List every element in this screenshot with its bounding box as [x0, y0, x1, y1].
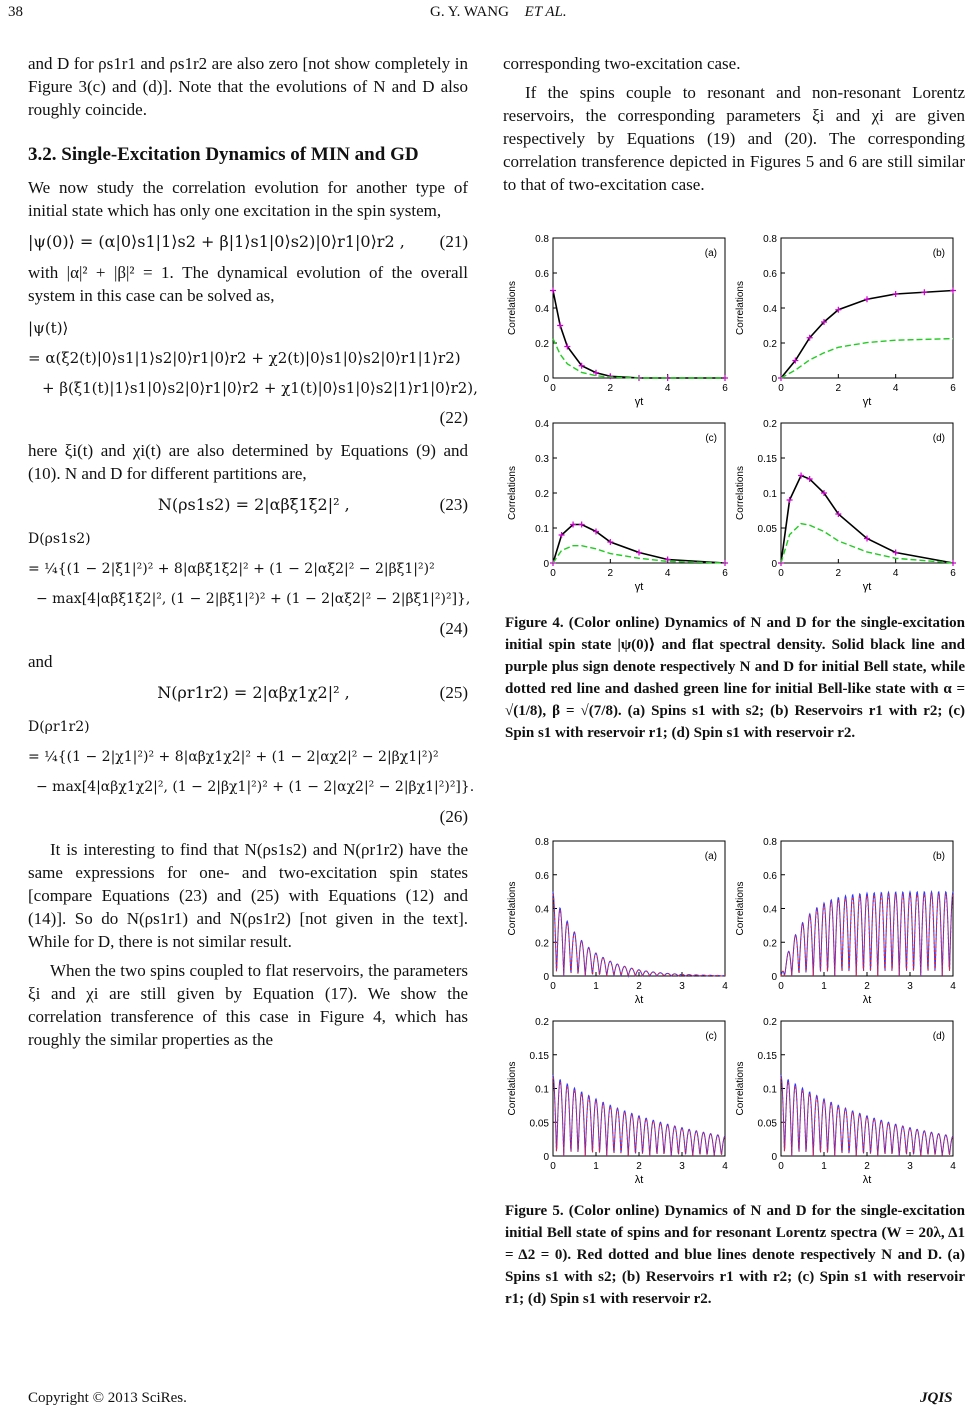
- x-tick-label: 2: [607, 383, 614, 394]
- equation-number: (25): [439, 683, 468, 702]
- equation-line: − max[4|αβξ1ξ2|², (1 − 2|βξ1|²)² + (1 − 2|αξ2|² − 2|βξ1|²)²]},: [36, 591, 471, 607]
- x-tick-label: 2: [835, 568, 842, 579]
- x-tick-label: 2: [636, 1161, 642, 1172]
- plus-marker: [950, 288, 956, 294]
- y-tick-label: 0: [771, 972, 777, 983]
- chart-panel: [735, 419, 956, 593]
- equation-number: (24): [439, 619, 468, 638]
- plot-frame: [553, 238, 725, 378]
- x-tick-label: 6: [950, 383, 956, 394]
- plus-marker: [787, 497, 793, 503]
- equation-number: (21): [439, 232, 468, 251]
- x-tick-label: 2: [835, 383, 842, 394]
- x-tick-label: 1: [821, 1161, 827, 1172]
- x-tick-label: 2: [864, 981, 870, 992]
- panel-label: (c): [705, 433, 717, 444]
- plus-marker: [550, 288, 556, 294]
- left-column: [28, 52, 478, 1057]
- y-tick-label: 0.6: [763, 269, 777, 280]
- paragraph: We now study the correlation evolution for another type of initial state which has only one excitation in the spin system,: [28, 178, 468, 220]
- equation-line: − max[4|αβχ1χ2|², (1 − 2|βχ1|²)² + (1 − 2|αχ2|² − 2|βχ1|²)²]}.: [36, 779, 475, 795]
- plus-marker: [636, 550, 642, 556]
- equation-number: (26): [439, 807, 468, 826]
- y-tick-label: 0.2: [763, 1017, 777, 1028]
- x-tick-label: 2: [864, 1161, 870, 1172]
- y-tick-label: 0: [543, 972, 549, 983]
- x-tick-label: 2: [636, 981, 642, 992]
- chart-panel: [507, 419, 728, 593]
- equation-25: [28, 681, 468, 704]
- y-tick-label: 0.05: [757, 524, 777, 535]
- equation-number: (22): [439, 408, 468, 427]
- x-tick-label: 2: [607, 568, 614, 579]
- y-tick-label: 0.6: [535, 870, 549, 882]
- x-tick-label: 3: [907, 981, 913, 992]
- y-tick-label: 0.1: [763, 1084, 777, 1096]
- x-axis-label: γt: [634, 396, 644, 408]
- y-tick-label: 0: [543, 374, 549, 385]
- plot-frame: [553, 841, 725, 976]
- x-tick-label: 3: [679, 1161, 685, 1172]
- paragraph: here ξi(t) and χi(t) are also determined by Equations (9) and (10). N and D for different partitions are,: [28, 441, 468, 483]
- y-tick-label: 0: [543, 1152, 549, 1163]
- chart-panel: [507, 1017, 728, 1186]
- figure-5-caption: Figure 5. (Color online) Dynamics of N and D for the single-excitation initial Bell state of spins and for resonant Lorentz spectra (W = 20λ, Δ1 = Δ2 = 0). Red dotted and blue lines denote respectively N and D. (a) Spins s1 with s2; (b) Reservoirs r1 with r2; (c) Spin s1 with reservoir r1; (d) Spin s1 with reservoir r2.: [505, 1203, 965, 1307]
- x-tick-label: 0: [550, 383, 556, 394]
- y-tick-label: 0.05: [529, 1118, 549, 1130]
- y-tick-label: 0.6: [535, 269, 549, 280]
- y-axis-label: Correlations: [507, 281, 518, 335]
- equation-21: [28, 230, 468, 253]
- y-tick-label: 0.05: [757, 1118, 777, 1130]
- x-tick-label: 0: [778, 568, 784, 579]
- paragraph: and D for ρs1r1 and ρs1r2 are also zero [not show completely in Figure 3(c) and (d)]. Note that the evolutions of N and D also roughly coincide.: [28, 54, 468, 119]
- x-axis-label: γt: [862, 396, 872, 408]
- x-axis-label: γt: [862, 581, 872, 593]
- x-tick-label: 0: [550, 568, 556, 579]
- x-tick-label: 4: [892, 568, 899, 579]
- x-axis-label: γt: [634, 581, 644, 593]
- page-number: 38: [8, 4, 23, 20]
- x-tick-label: 1: [593, 981, 599, 992]
- plus-marker: [864, 296, 870, 302]
- y-tick-label: 0: [771, 559, 777, 570]
- paragraph: It is interesting to find that N(ρs1s2) and N(ρr1r2) have the same expressions for one- and two-excitation spin states [compare Equations (23) and (25) with Equations (12) and (14)]. So do N(ρs1r1) and N(ρs1r2) [not given in the text]. While for D, there is not similar result.: [28, 840, 468, 951]
- chart-panel: [507, 837, 728, 1006]
- equation-body: |ψ(0)⟩ = (α|0⟩s1|1⟩s2 + β|1⟩s1|0⟩s2)|0⟩r1|0⟩r2 ,: [28, 232, 405, 251]
- paragraph: with |α|² + |β|² = 1. The dynamical evolution of the overall system in this case can be solved as,: [28, 263, 468, 305]
- panel-label: (c): [705, 1031, 717, 1042]
- equation-line: |ψ(t)⟩: [28, 319, 69, 337]
- x-tick-label: 4: [950, 981, 956, 992]
- figure-4: [505, 232, 961, 602]
- series-line: [553, 291, 725, 379]
- panel-label: (a): [704, 248, 717, 259]
- x-axis-label: λt: [862, 1174, 872, 1186]
- plus-marker: [557, 323, 563, 329]
- x-tick-label: 1: [821, 981, 827, 992]
- y-tick-label: 0.8: [535, 837, 549, 848]
- x-tick-label: 0: [778, 981, 784, 992]
- equation-line: D(ρr1r2): [28, 719, 90, 735]
- y-tick-label: 0.4: [535, 904, 549, 916]
- right-column: [503, 52, 965, 202]
- y-tick-label: 0.15: [529, 1050, 549, 1062]
- x-tick-label: 6: [950, 568, 956, 579]
- y-axis-label: Correlations: [735, 281, 746, 335]
- y-tick-label: 0: [771, 1152, 777, 1163]
- equation-line: = ¼{(1 − 2|χ1|²)² + 8|αβχ1χ2|² + (1 − 2|αχ2|² − 2|βχ1|²)²: [28, 749, 439, 765]
- y-axis-label: Correlations: [735, 881, 746, 936]
- x-tick-label: 4: [722, 1161, 728, 1172]
- series-line-dashed: [781, 339, 953, 378]
- y-tick-label: 0.2: [535, 1017, 549, 1028]
- chart-panel: [735, 1017, 956, 1186]
- y-tick-label: 0.2: [763, 339, 777, 350]
- y-axis-label: Correlations: [507, 881, 518, 936]
- series-line-blue: [553, 892, 725, 976]
- y-tick-label: 0.2: [535, 339, 549, 350]
- y-axis-label: Correlations: [735, 1061, 746, 1116]
- x-tick-label: 0: [550, 981, 556, 992]
- copyright: Copyright © 2013 SciRes.: [28, 1390, 187, 1406]
- paragraph: If the spins couple to resonant and non-resonant Lorentz reservoirs, the corresponding parameters ξi and χi are given respectively by Equations (19) and (20). The corresponding correlation transference depicted in Figures 5 and 6 are still similar to that of two-excitation case.: [503, 83, 965, 194]
- plot-frame: [781, 423, 953, 563]
- x-tick-label: 4: [722, 981, 728, 992]
- y-tick-label: 0.3: [535, 454, 549, 465]
- chart-panel: [735, 837, 956, 1006]
- x-tick-label: 4: [664, 383, 671, 394]
- plus-marker: [798, 473, 804, 479]
- series-line-dashed: [781, 524, 953, 563]
- equation-line: + β(ξ1(t)|1⟩s1|0⟩s2|0⟩r1|0⟩r2 + χ1(t)|0⟩s1|0⟩s2|1⟩r1|0⟩r2),: [42, 379, 478, 397]
- x-axis-label: λt: [862, 994, 872, 1006]
- equation-body: N(ρs1s2) = 2|αβξ1ξ2|² ,: [157, 495, 350, 514]
- series-line: [781, 291, 953, 379]
- y-axis-label: Correlations: [735, 466, 746, 520]
- y-axis-label: Correlations: [507, 466, 518, 520]
- figure-5: [505, 835, 961, 1195]
- y-tick-label: 0.2: [763, 419, 777, 430]
- plus-marker: [893, 291, 899, 297]
- journal-name: JQIS: [920, 1390, 953, 1406]
- panel-label: (d): [932, 433, 945, 444]
- x-axis-label: λt: [634, 1174, 644, 1186]
- header-authors: G. Y. WANG: [430, 4, 509, 20]
- equation-23: [28, 493, 468, 516]
- y-tick-label: 0.4: [763, 304, 777, 315]
- plus-marker: [921, 289, 927, 295]
- x-axis-label: λt: [634, 994, 644, 1006]
- x-tick-label: 0: [550, 1161, 556, 1172]
- y-tick-label: 0.2: [535, 489, 549, 500]
- paragraph: and: [28, 652, 53, 671]
- x-tick-label: 4: [950, 1161, 956, 1172]
- x-tick-label: 4: [664, 568, 671, 579]
- series-line: [781, 476, 953, 564]
- equation-line: = α(ξ2(t)|0⟩s1|1⟩s2|0⟩r1|0⟩r2 + χ2(t)|0⟩s1|0⟩s2|0⟩r1|1⟩r2): [28, 349, 461, 367]
- x-tick-label: 3: [907, 1161, 913, 1172]
- figure-4-caption: Figure 4. (Color online) Dynamics of N and D for the single-excitation initial spin state |ψ(0)⟩ and flat spectral density. Solid black line and purple plus sign denote respectively N and D for initial Bell state, while dotted red line and dashed green line for initial Bell-like state with α = √(1/8), β = √(7/8). (a) Spins s1 with s2; (b) Reservoirs r1 with r2; (c) Spin s1 with reservoir r1; (d) Spin s1 with reservoir r2.: [505, 615, 965, 741]
- header-etal: ET AL.: [524, 4, 567, 20]
- plus-marker: [579, 522, 585, 528]
- y-tick-label: 0.2: [535, 938, 549, 950]
- paragraph: When the two spins coupled to flat reservoirs, the parameters ξi and χi are still given by Equation (17). We show the correlation transference of this case in Figure 4, which has roughly the similar properties as the: [28, 961, 468, 1049]
- x-tick-label: 3: [679, 981, 685, 992]
- y-tick-label: 0.8: [535, 234, 549, 245]
- y-tick-label: 0.8: [763, 837, 777, 848]
- equation-22: [28, 313, 478, 433]
- panel-label: (a): [704, 851, 717, 862]
- x-tick-label: 0: [778, 1161, 784, 1172]
- plot-frame: [553, 423, 725, 563]
- y-tick-label: 0: [543, 559, 549, 570]
- equation-26: [28, 712, 475, 832]
- y-tick-label: 0.4: [535, 304, 549, 315]
- equation-line: D(ρs1s2): [28, 531, 91, 547]
- equation-number: (23): [439, 495, 468, 514]
- y-tick-label: 0.2: [763, 938, 777, 950]
- x-tick-label: 6: [722, 383, 728, 394]
- x-tick-label: 4: [892, 383, 899, 394]
- y-tick-label: 0: [771, 374, 777, 385]
- x-tick-label: 6: [722, 568, 728, 579]
- series-line: [553, 525, 725, 564]
- panel-label: (b): [932, 248, 945, 259]
- x-tick-label: 0: [778, 383, 784, 394]
- series-line-dashed: [553, 339, 725, 378]
- y-tick-label: 0.1: [763, 489, 777, 500]
- panel-label: (d): [932, 1031, 945, 1042]
- section-heading: 3.2. Single-Excitation Dynamics of MIN and GD: [28, 144, 419, 165]
- plus-marker: [893, 550, 899, 556]
- chart-panel: [507, 234, 728, 408]
- y-tick-label: 0.15: [757, 454, 777, 465]
- equation-body: N(ρr1r2) = 2|αβχ1χ2|² ,: [157, 683, 350, 702]
- y-tick-label: 0.1: [535, 1084, 549, 1096]
- y-tick-label: 0.4: [763, 904, 777, 916]
- y-tick-label: 0.6: [763, 870, 777, 882]
- y-tick-label: 0.15: [757, 1050, 777, 1062]
- panel-label: (b): [932, 851, 945, 862]
- y-axis-label: Correlations: [507, 1061, 518, 1116]
- paragraph: corresponding two-excitation case.: [503, 54, 741, 73]
- x-tick-label: 1: [593, 1161, 599, 1172]
- y-tick-label: 0.4: [535, 419, 549, 430]
- y-tick-label: 0.8: [763, 234, 777, 245]
- y-tick-label: 0.1: [535, 524, 549, 535]
- chart-panel: [735, 234, 956, 408]
- equation-24: [28, 524, 471, 644]
- running-header: [430, 4, 567, 21]
- plot-frame: [781, 238, 953, 378]
- equation-line: = ¼{(1 − 2|ξ1|²)² + 8|αβξ1ξ2|² + (1 − 2|αξ2|² − 2|βξ1|²)²: [28, 561, 435, 577]
